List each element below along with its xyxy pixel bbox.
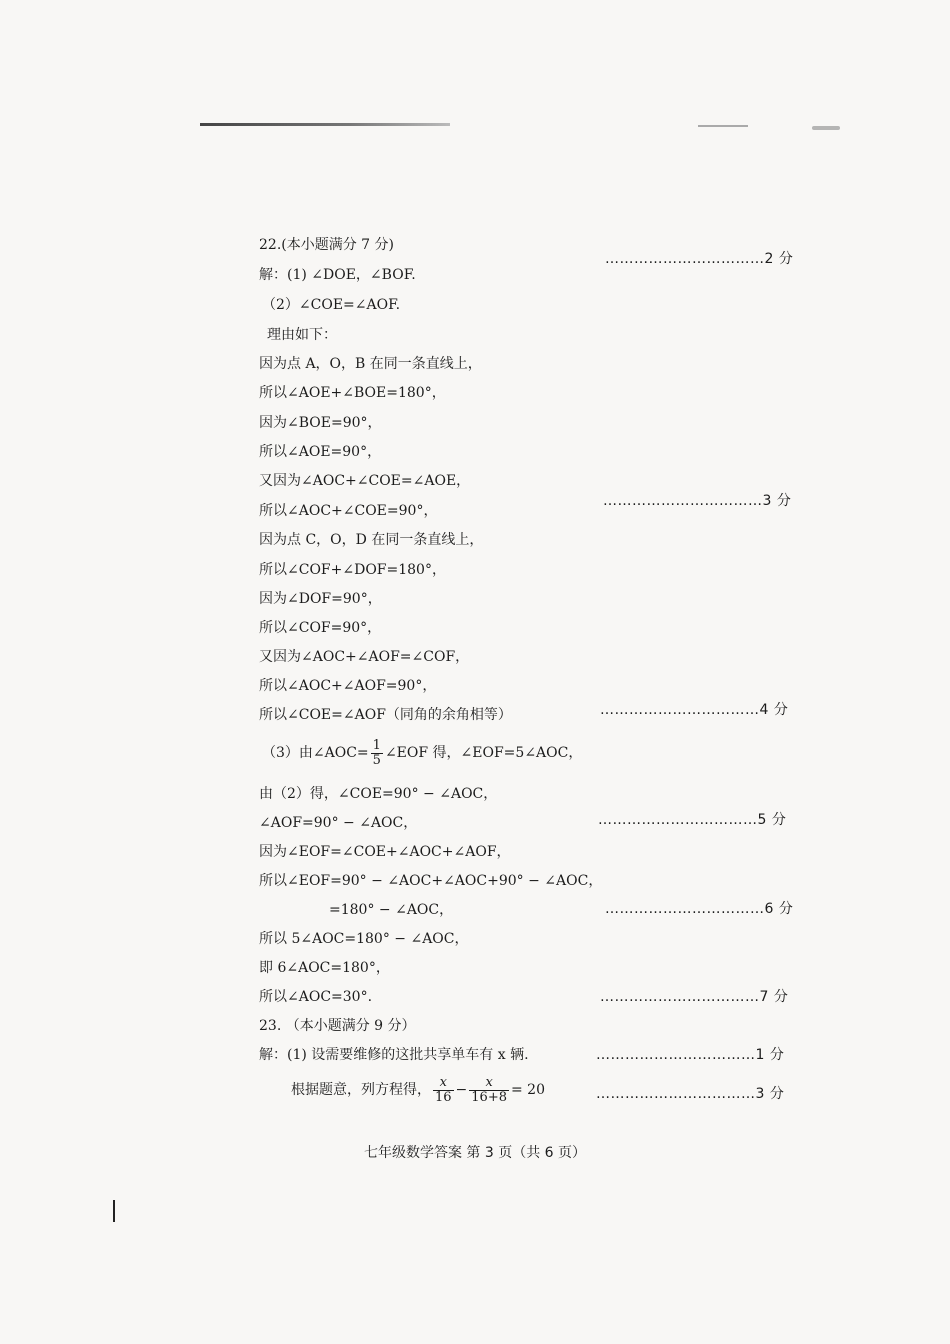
q22-title: 22.(本小题满分 7 分) [259, 237, 394, 253]
score-marker: ……………………………4 分 [600, 702, 789, 718]
solution-line: 所以∠COF=90°， [259, 620, 382, 636]
solution-line: 因为∠BOE=90°， [259, 415, 382, 431]
solution-line: 因为∠EOF=∠COE+∠AOC+∠AOF， [259, 844, 511, 860]
scan-artifact-line-right [698, 125, 748, 127]
page-footer: 七年级数学答案 第 3 页（共 6 页） [363, 1145, 587, 1161]
solution-line: 所以∠AOC+∠AOF=90°， [259, 678, 437, 694]
solution-line: 所以∠COE=∠AOF（同角的余角相等） [259, 707, 512, 723]
score-marker: ……………………………5 分 [598, 812, 787, 828]
solution-line: 又因为∠AOC+∠COE=∠AOE， [259, 473, 471, 489]
scan-artifact-line [200, 123, 450, 126]
solution-line: 所以∠COF+∠DOF=180°， [259, 562, 446, 578]
solution-line: 即 6∠AOC=180°， [259, 960, 390, 976]
fraction-prefix: （3）由∠AOC= [262, 745, 369, 761]
fraction-x-over-24 [469, 1076, 509, 1105]
equation-rhs: = 20 [511, 1082, 545, 1098]
solution-line: 由（2）得，∠COE=90° − ∠AOC， [259, 786, 498, 802]
fraction-denominator: 5 [372, 752, 381, 768]
solution-line: 因为点 A，O，B 在同一条直线上， [259, 356, 482, 372]
solution-line: 因为点 C，O，D 在同一条直线上， [259, 532, 484, 548]
scan-artifact-edge [113, 1200, 115, 1222]
fraction-denominator: 16+8 [471, 1089, 507, 1105]
solution-line: 所以∠AOE+∠BOE=180°， [259, 385, 446, 401]
solution-line: 解：(1) 设需要维修的这批共享单车有 x 辆. [259, 1047, 529, 1063]
score-marker: ……………………………6 分 [605, 901, 794, 917]
solution-line: 所以∠AOC+∠COE=90°， [259, 503, 438, 519]
minus-sign: − [455, 1082, 468, 1098]
solution-line: 又因为∠AOC+∠AOF=∠COF， [259, 649, 470, 665]
solution-line: 因为∠DOF=90°， [259, 591, 382, 607]
solution-line: =180° − ∠AOC， [329, 902, 454, 918]
q23-title: 23. （本小题满分 9 分） [259, 1018, 416, 1034]
fraction-numerator: x [433, 1076, 454, 1091]
solution-line: ∠AOF=90° − ∠AOC， [259, 815, 418, 831]
solution-line: （2）∠COE=∠AOF. [262, 297, 401, 313]
fraction-numerator: 1 [372, 737, 381, 753]
solution-line: 理由如下： [267, 327, 337, 343]
score-marker: ……………………………3 分 [596, 1086, 785, 1102]
score-marker: ……………………………3 分 [603, 493, 792, 509]
score-marker: ……………………………7 分 [600, 989, 789, 1005]
solution-line: 所以 5∠AOC=180° − ∠AOC， [259, 931, 469, 947]
fraction-denominator: 16 [435, 1089, 452, 1105]
fraction-x-over-16 [433, 1076, 454, 1105]
equation-prefix: 根据题意，列方程得， [291, 1082, 431, 1098]
score-marker: ……………………………2 分 [605, 251, 794, 267]
fraction-one-fifth [371, 739, 383, 768]
score-marker: ……………………………1 分 [596, 1047, 785, 1063]
fraction-numerator: x [469, 1076, 509, 1091]
solution-line: 所以∠AOC=30°. [259, 989, 373, 1005]
solution-line: 所以∠EOF=90° − ∠AOC+∠AOC+90° − ∠AOC， [259, 873, 603, 889]
solution-line: 所以∠AOE=90°， [259, 444, 382, 460]
equation-line [291, 1072, 545, 1108]
solution-line: 解：(1) ∠DOE，∠BOF. [259, 267, 416, 283]
fraction-suffix: ∠EOF 得，∠EOF=5∠AOC， [384, 745, 583, 761]
solution-line-fraction [262, 737, 582, 769]
scan-artifact-speck [812, 126, 840, 130]
